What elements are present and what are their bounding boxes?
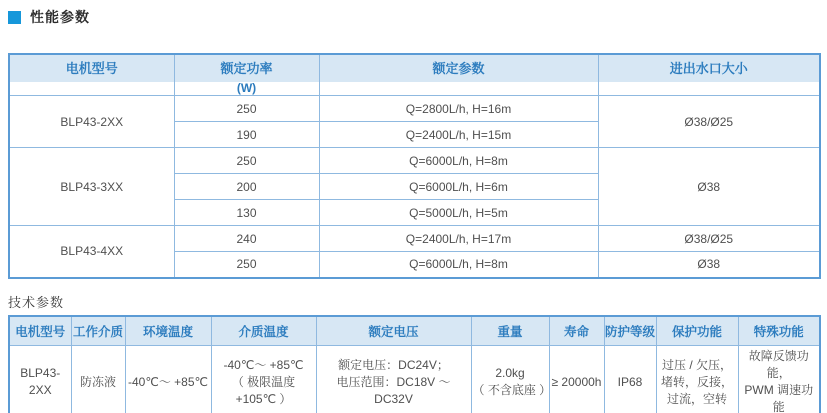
protection-line1: 过压 / 欠压， — [661, 357, 732, 372]
cell-params: Q=6000L/h, H=6m — [319, 174, 598, 200]
t2-header-voltage: 额定电压 — [316, 316, 471, 346]
cell-port: Ø38/Ø25 — [598, 226, 820, 252]
cell-power: 190 — [174, 122, 319, 148]
t1-header-port-sub — [599, 82, 820, 95]
section-title-performance — [8, 7, 819, 27]
section-title-technical: 技术参数 — [8, 294, 65, 310]
media-temp-line2: （ 极限温度+105℃ ） — [231, 374, 296, 406]
cell-life: ≥ 20000h — [549, 346, 604, 413]
cell-model: BLP43-3XX — [9, 148, 174, 226]
cell-model: BLP43-4XX — [9, 226, 174, 278]
cell-model: BLP43-2XX — [9, 346, 71, 413]
cell-ip: IP68 — [604, 346, 656, 413]
cell-protection — [656, 346, 738, 413]
t2-header-life: 寿命 — [549, 316, 604, 346]
cell-power: 200 — [174, 174, 319, 200]
technical-header-row — [9, 316, 820, 346]
cell-params: Q=2400L/h, H=15m — [319, 122, 598, 148]
t1-header-model — [9, 54, 174, 96]
weight-line2: （ 不含底座 ） — [472, 383, 552, 397]
performance-header-row — [9, 54, 820, 96]
table-row — [9, 96, 820, 122]
cell-weight — [471, 346, 552, 413]
t1-header-port-label: 进出水口大小 — [599, 55, 820, 82]
t1-header-model-sub — [10, 82, 174, 95]
cell-params: Q=6000L/h, H=8m — [319, 252, 598, 278]
cell-model: BLP43-2XX — [9, 96, 174, 148]
voltage-line1: 额定电压：DC24V； — [338, 357, 449, 372]
cell-medium: 防冻液 — [71, 346, 125, 413]
t1-header-power — [174, 54, 319, 96]
cell-power: 250 — [174, 252, 319, 278]
t2-header-weight: 重量 — [471, 316, 549, 346]
t1-header-params-sub — [320, 82, 598, 95]
technical-table — [8, 315, 821, 413]
t1-header-params-label: 额定参数 — [320, 55, 598, 82]
cell-special — [738, 346, 820, 413]
voltage-line2: 电压范围：DC18V ～ DC32V — [336, 374, 451, 406]
blue-square-icon — [8, 11, 21, 24]
cell-power: 250 — [174, 96, 319, 122]
protection-line2: 堵转，反接， — [660, 374, 733, 389]
t2-header-model: 电机型号 — [9, 316, 71, 346]
t1-header-params — [319, 54, 598, 96]
performance-title-text: 性能参数 — [30, 9, 90, 25]
t1-header-model-label: 电机型号 — [10, 55, 174, 82]
t2-header-medium: 工作介质 — [71, 316, 125, 346]
cell-voltage — [316, 346, 471, 413]
cell-params: Q=6000L/h, H=8m — [319, 148, 598, 174]
table-row — [9, 148, 820, 174]
t2-header-media-temp: 介质温度 — [211, 316, 316, 346]
cell-params: Q=2800L/h, H=16m — [319, 96, 598, 122]
media-temp-line1: -40℃～ +85℃ — [223, 357, 304, 372]
cell-port: Ø38 — [598, 252, 820, 278]
cell-port: Ø38/Ø25 — [598, 96, 820, 148]
cell-power: 250 — [174, 148, 319, 174]
cell-power: 240 — [174, 226, 319, 252]
cell-params: Q=2400L/h, H=17m — [319, 226, 598, 252]
t2-header-special: 特殊功能 — [738, 316, 820, 346]
t2-header-protection: 保护功能 — [656, 316, 738, 346]
t1-header-port — [598, 54, 820, 96]
cell-media-temp — [211, 346, 316, 413]
cell-power: 130 — [174, 200, 319, 226]
protection-line3: 过流，空转 — [666, 391, 727, 406]
t2-header-env-temp: 环境温度 — [125, 316, 211, 346]
cell-port: Ø38 — [598, 148, 820, 226]
special-line2: PWM 调速功能 — [744, 383, 814, 413]
t2-header-ip: 防护等级 — [604, 316, 656, 346]
weight-line1: 2.0kg — [495, 366, 525, 380]
t1-header-power-unit: (W) — [175, 82, 319, 95]
performance-table — [8, 53, 821, 279]
cell-env-temp: -40℃～ +85℃ — [125, 346, 211, 413]
cell-params: Q=5000L/h, H=5m — [319, 200, 598, 226]
t1-header-power-label: 额定功率 — [175, 55, 319, 82]
table-row — [9, 226, 820, 252]
technical-data-row — [9, 346, 820, 413]
special-line1: 故障反馈功能， — [748, 349, 809, 380]
